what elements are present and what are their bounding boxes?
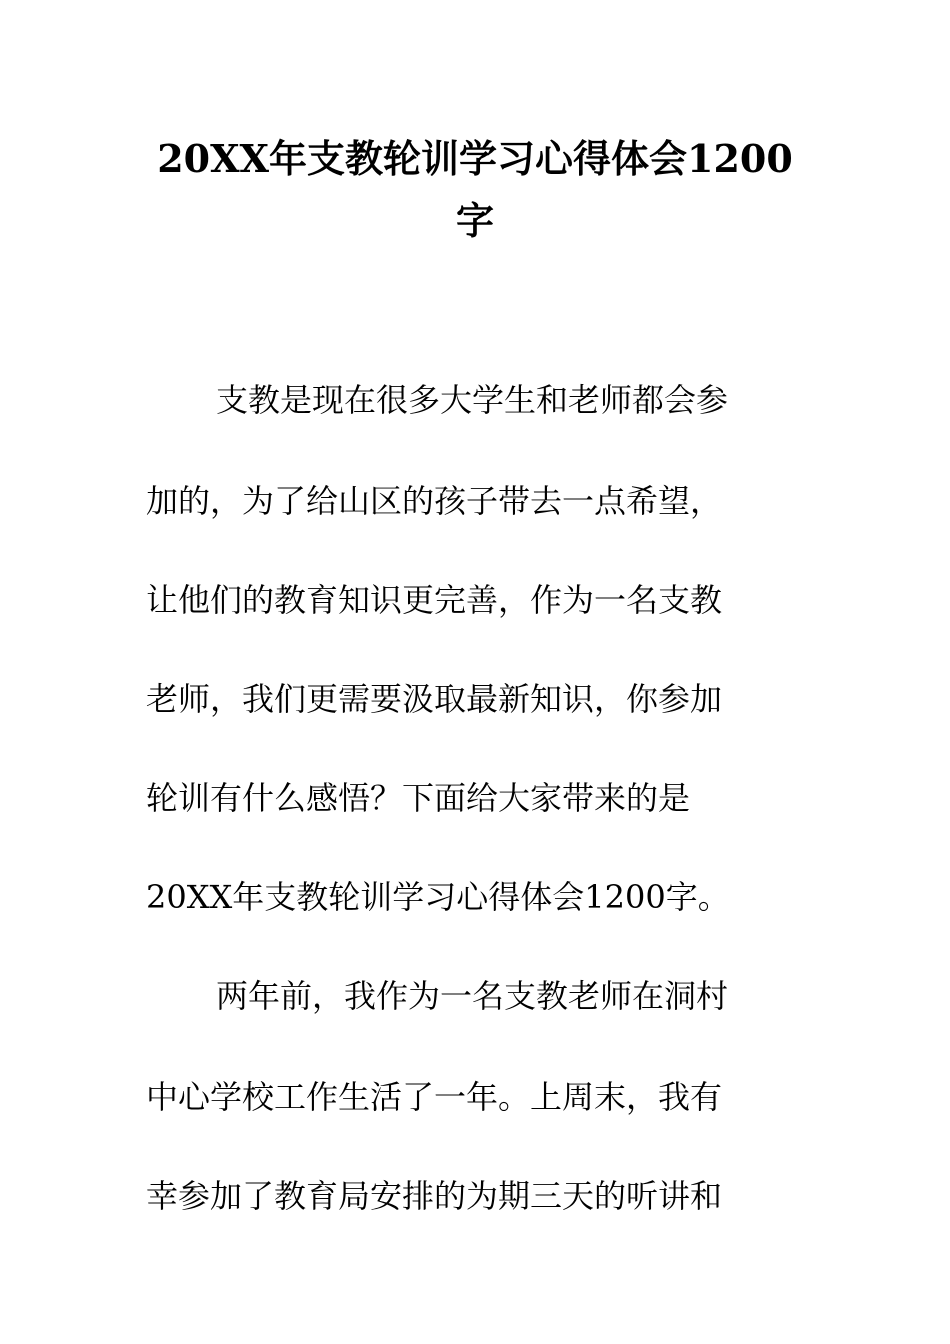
paragraph-line: 中心学校工作生活了一年。上周末，我有 [146, 1078, 723, 1116]
title-line: 20XX年支教轮训学习心得体会1200 [157, 136, 793, 181]
document-title [140, 128, 810, 252]
paragraph-line: 轮训有什么感悟？下面给大家带来的是 [146, 779, 691, 817]
paragraph-line: 20XX年支教轮训学习心得体会1200字。 [146, 878, 730, 916]
paragraph-line: 支教是现在很多大学生和老师都会参 [216, 381, 729, 419]
title-line: 字 [455, 198, 494, 243]
paragraph-line: 让他们的教育知识更完善，作为一名支教 [146, 581, 723, 619]
paragraph-line: 老师，我们更需要汲取最新知识，你参加 [146, 680, 723, 718]
paragraph-line: 幸参加了教育局安排的为期三天的听讲和 [146, 1177, 723, 1215]
paragraph-line: 加的，为了给山区的孩子带去一点希望， [146, 482, 723, 520]
paragraph-line: 两年前，我作为一名支教老师在洞村 [216, 977, 729, 1015]
